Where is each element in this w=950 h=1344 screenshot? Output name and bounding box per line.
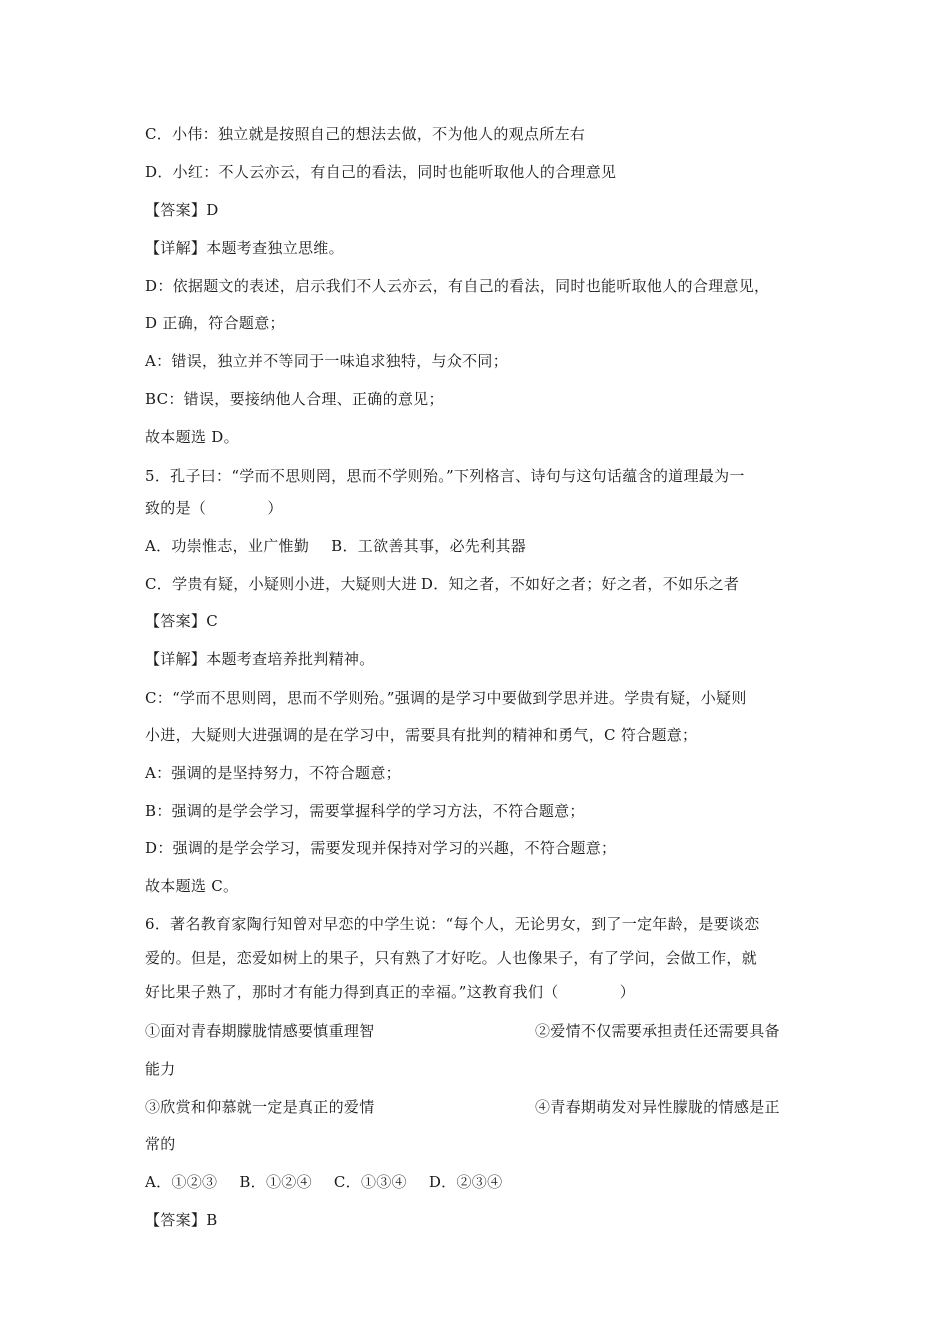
- q6-item1: ①面对青春期朦胧情感要慎重理智: [145, 1022, 375, 1040]
- q4-detail-title: 【详解】本题考查独立思维。: [145, 239, 344, 257]
- q6-options: [145, 1172, 810, 1192]
- q6-item4-line1: ④青春期萌发对异性朦胧的情感是正: [535, 1098, 780, 1116]
- q5-detail-title: 【详解】本题考查培养批判精神。: [145, 650, 375, 668]
- q6-option-b: B．①②④: [239, 1173, 312, 1191]
- q5-detail-d: D：强调的是学会学习，需要发现并保持对学习的兴趣，不符合题意；: [145, 839, 617, 857]
- q4-option-c: C．小伟：独立就是按照自己的想法去做，不为他人的观点所左右: [145, 125, 586, 143]
- q6-stem-line2: 爱的。但是，恋爱如树上的果子，只有熟了才好吃。人也像果子，有了学问，会做工作，就: [145, 949, 758, 967]
- q5-detail-c-line2: 小进，大疑则大进强调的是在学习中，需要具有批判的精神和勇气，C 符合题意；: [145, 726, 698, 744]
- q5-stem-line2: 致的是（ ）: [145, 499, 283, 517]
- q6-stem-line3: 好比果子熟了，那时才有能力得到真正的幸福。”这教育我们（ ）: [145, 983, 636, 1001]
- q6-option-d: D．②③④: [428, 1173, 503, 1191]
- q6-item3: ③欣赏和仰慕就一定是真正的爱情: [145, 1098, 375, 1116]
- q4-answer: 【答案】D: [145, 201, 219, 219]
- q6-answer: 【答案】B: [145, 1211, 218, 1229]
- q6-item2-line2: 能力: [145, 1060, 176, 1078]
- q5-detail-b: B：强调的是学会学习，需要掌握科学的学习方法，不符合题意；: [145, 802, 585, 820]
- q4-detail-d-line2: D 正确，符合题意；: [145, 314, 285, 332]
- q4-detail-bc: BC：错误，要接纳他人合理、正确的意见；: [145, 390, 444, 408]
- q5-option-c: C．学贵有疑，小疑则小进，大疑则大进: [145, 575, 417, 593]
- q6-item4-line2: 常的: [145, 1135, 176, 1153]
- q4-option-d: D．小红：不人云亦云，有自己的看法，同时也能听取他人的合理意见: [145, 163, 617, 181]
- q5-options-ab: [145, 536, 810, 556]
- q5-conclusion: 故本题选 C。: [145, 877, 239, 895]
- q5-option-b: B．工欲善其事，必先利其器: [331, 537, 527, 555]
- q6-option-a: A．①②③: [145, 1173, 218, 1191]
- q5-option-d: D．知之者，不如好之者；好之者，不如乐之者: [420, 575, 740, 593]
- q4-detail-d-line1: D：依据题文的表述，启示我们不人云亦云，有自己的看法，同时也能听取他人的合理意见，: [145, 277, 770, 295]
- q6-item2-line1: ②爱情不仅需要承担责任还需要具备: [535, 1022, 780, 1040]
- q6-stem-line1: 6．著名教育家陶行知曾对早恋的中学生说：“每个人，无论男女，到了一定年龄，是要谈恋: [145, 915, 760, 933]
- q5-options-cd: [145, 574, 810, 594]
- q5-detail-a: A：强调的是坚持努力，不符合题意；: [145, 764, 401, 782]
- q5-detail-c-line1: C：“学而不思则罔，思而不学则殆。”强调的是学习中要做到学思并进。学贵有疑，小疑则: [145, 689, 747, 707]
- q5-answer: 【答案】C: [145, 612, 218, 630]
- q4-conclusion: 故本题选 D。: [145, 428, 239, 446]
- q4-detail-a: A：错误，独立并不等同于一味追求独特，与众不同；: [145, 352, 509, 370]
- q5-stem-line1: 5．孔子曰：“学而不思则罔，思而不学则殆。”下列格言、诗句与这句话蕴含的道理最为一: [145, 467, 745, 485]
- q5-option-a: A．功崇惟志，业广惟勤: [145, 537, 310, 555]
- q6-option-c: C．①③④: [333, 1173, 407, 1191]
